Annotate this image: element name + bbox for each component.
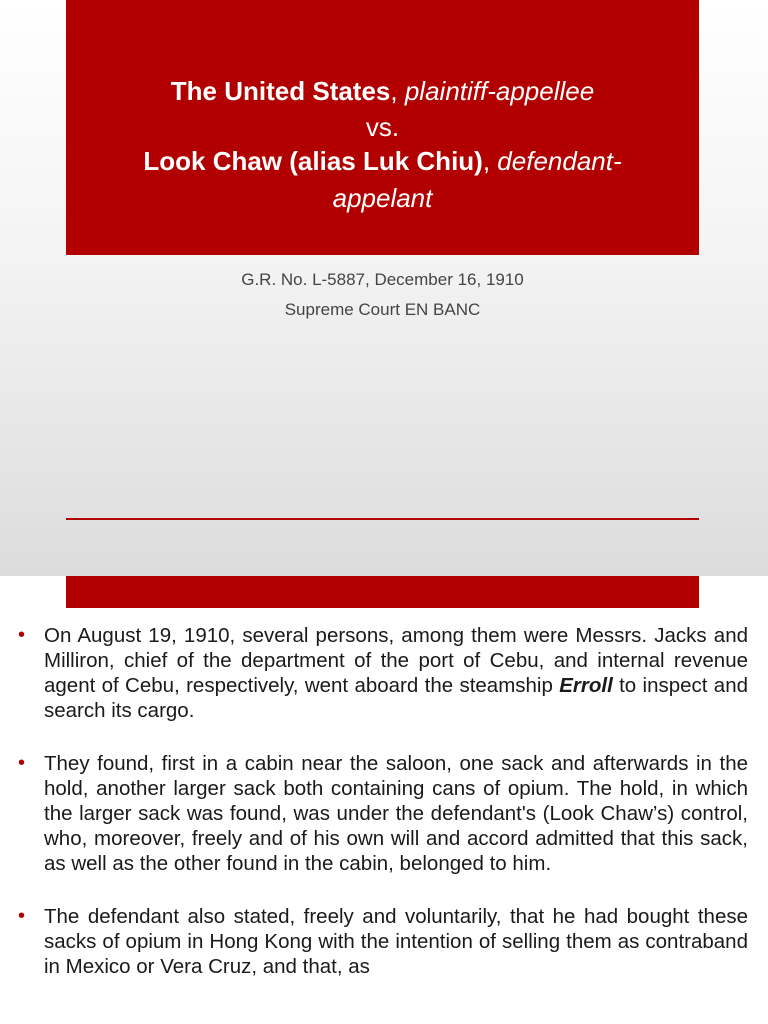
bullet-item — [18, 904, 748, 979]
bullet-icon: • — [18, 624, 26, 646]
court-name: Supreme Court EN BANC — [284, 300, 481, 319]
divider-line — [66, 518, 699, 520]
title-vs: vs. — [365, 112, 400, 142]
title-line-defendant — [66, 146, 699, 177]
content-slide — [0, 576, 768, 1024]
bullet-text: They found, first in a cabin near the saloon, one sack and afterwards in the hold, another larger sack both containing cans of opium. The hold, in which the larger sack was found, was under the defendant's (Look Chaw’s) control, who, moreover, freely and of his own will and accord admitted that this sack, as well as the other found in the cabin, belonged to him. — [44, 752, 748, 875]
bullet-text: The defendant also stated, freely and voluntarily, that he had bought these sacks of opium in Hong Kong with the intention of selling them as contraband in Mexico or Vera Cruz, and that, as — [44, 905, 748, 978]
plaintiff-name: The United States — [170, 76, 391, 106]
bullet-icon: • — [18, 905, 26, 927]
header-bar — [66, 576, 699, 608]
defendant-role-part1: defendant- — [497, 146, 622, 176]
defendant-role-part2: appelant — [332, 183, 433, 213]
plaintiff-separator: , — [390, 76, 405, 106]
bullet-text-after: to inspect and search its cargo. — [44, 674, 749, 722]
plaintiff-role: plaintiff-appellee — [404, 76, 595, 106]
title-line-defendant-cont — [66, 183, 699, 214]
bullet-item — [18, 751, 748, 876]
ship-name-text: Erroll — [559, 674, 613, 697]
defendant-name: Look Chaw (alias Luk Chiu) — [143, 146, 483, 176]
title-banner — [66, 0, 699, 255]
bullet-item — [18, 623, 748, 723]
ship-name — [559, 674, 613, 697]
bullet-icon: • — [18, 752, 26, 774]
title-line-plaintiff — [66, 76, 699, 107]
bullet-text-before: On August 19, 1910, several persons, among them were Messrs. Jacks and Milliron, chief of the department of the port of Cebu, and internal revenue agent of Cebu, respectively, went aboard the steamship — [44, 624, 748, 697]
case-number: G.R. No. L-5887, December 16, 1910 — [241, 270, 524, 289]
bullet-list — [18, 623, 748, 1007]
defendant-separator: , — [482, 146, 498, 176]
